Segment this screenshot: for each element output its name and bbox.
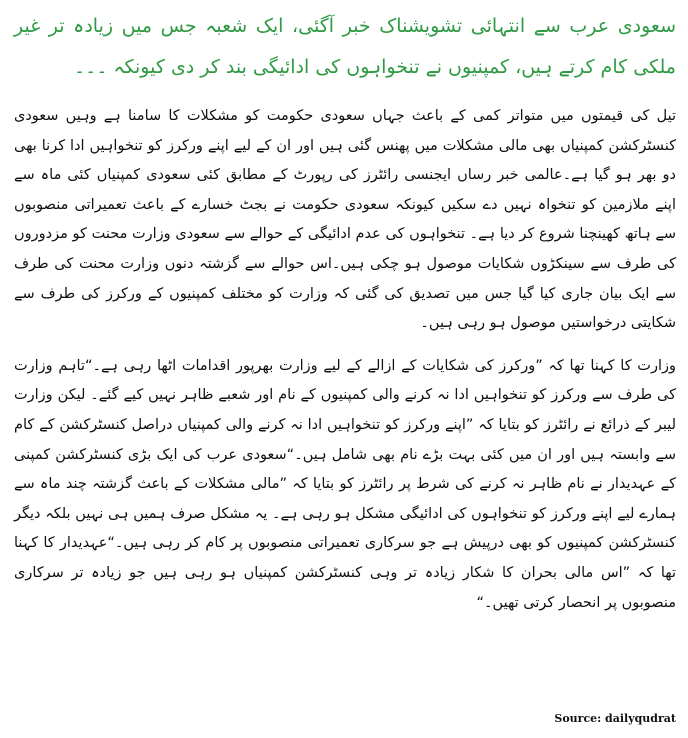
article <box>14 6 676 631</box>
article-paragraph-1: تیل کی قیمتوں میں متواتر کمی کے باعث جہاں سعودی حکومت کو مشکلات کا سامنا ہے وہیں سعودی کنسٹرکشن کمپنیاں بھی مالی مشکلات میں پھنس گئی ہیں اور ان کے لیے اپنے ورکرز کو تنخواہیں ادا کرنا بھی دو بھر ہو گیا ہے۔عالمی خبر رساں ایجنسی رائٹرز کی رپورٹ کے مطابق کئی سعودی کمپنیاں کئی ماہ سے اپنے ملازمین کو تنخواہ نہیں دے سکیں کیونکہ سعودی حکومت نے بجٹ خسارے کے باعث تعمیراتی منصوبوں سے ہاتھ کھینچنا شروع کر دیا ہے۔ تنخواہوں کی عدم ادائیگی کے حوالے سے سعودی وزارت محنت کو مزدوروں کی طرف سے سینکڑوں شکایات موصول ہو چکی ہیں۔اس حوالے سے گزشتہ دنوں وزارت محنت کی طرف سے ایک بیان جاری کیا گیا جس میں تصدیق کی گئی کہ وزارت کو مختلف کمپنیوں کے ورکرز کی طرف سے شکایتی درخواستیں موصول ہو رہی ہیں۔ <box>14 108 676 332</box>
article-headline: سعودی عرب سے انتہائی تشویشناک خبر آگئی، ایک شعبہ جس میں زیادہ تر غیر ملکی کام کرتے ہیں، کمپنیوں نے تنخواہوں کی ادائیگی بند کر دی کیونکہ ۔۔۔ <box>14 15 676 78</box>
source-credit: Source: dailyqudrat <box>554 712 676 725</box>
article-paragraph-2: وزارت کا کہنا تھا کہ ”ورکرز کی شکایات کے ازالے کے لیے وزارت بھرپور اقدامات اٹھا رہی ہے۔“تاہم وزارت کی طرف سے ورکرز کو تنخواہیں ادا نہ کرنے والی کمپنیوں کے نام اور شعبے ظاہر نہیں کیے گئے۔ لیکن وزارت لیبر کے ذرائع نے رائٹرز کو بتایا کہ ”اپنے ورکرز کو تنخواہیں ادا نہ کرنے والی کمپنیاں دراصل کنسٹرکشن کے کام سے وابستہ ہیں اور ان میں کئی بہت بڑے نام بھی شامل ہیں۔“سعودی عرب کی ایک بڑی کنسٹرکشن کمپنی کے عہدیدار نے نام ظاہر نہ کرنے کی شرط پر رائٹرز کو بتایا کہ ”مالی مشکلات کے باعث گزشتہ چند ماہ سے ہمارے لیے اپنے ورکرز کو تنخواہوں کی ادائیگی مشکل ہو رہی ہے۔ یہ مشکل صرف ہمیں ہی نہیں بلکہ دیگر کنسٹرکشن کمپنیوں کو بھی درپیش ہے جو سرکاری تعمیراتی منصوبوں پر کام کر رہی ہیں۔“عہدیدار کا کہنا تھا کہ ”اس مالی بحران کا شکار زیادہ تر وہی کنسٹرکشن کمپنیاں ہو رہی ہیں جو زیادہ تر سرکاری منصوبوں پر انحصار کرتی تھیں۔“ <box>14 357 676 611</box>
